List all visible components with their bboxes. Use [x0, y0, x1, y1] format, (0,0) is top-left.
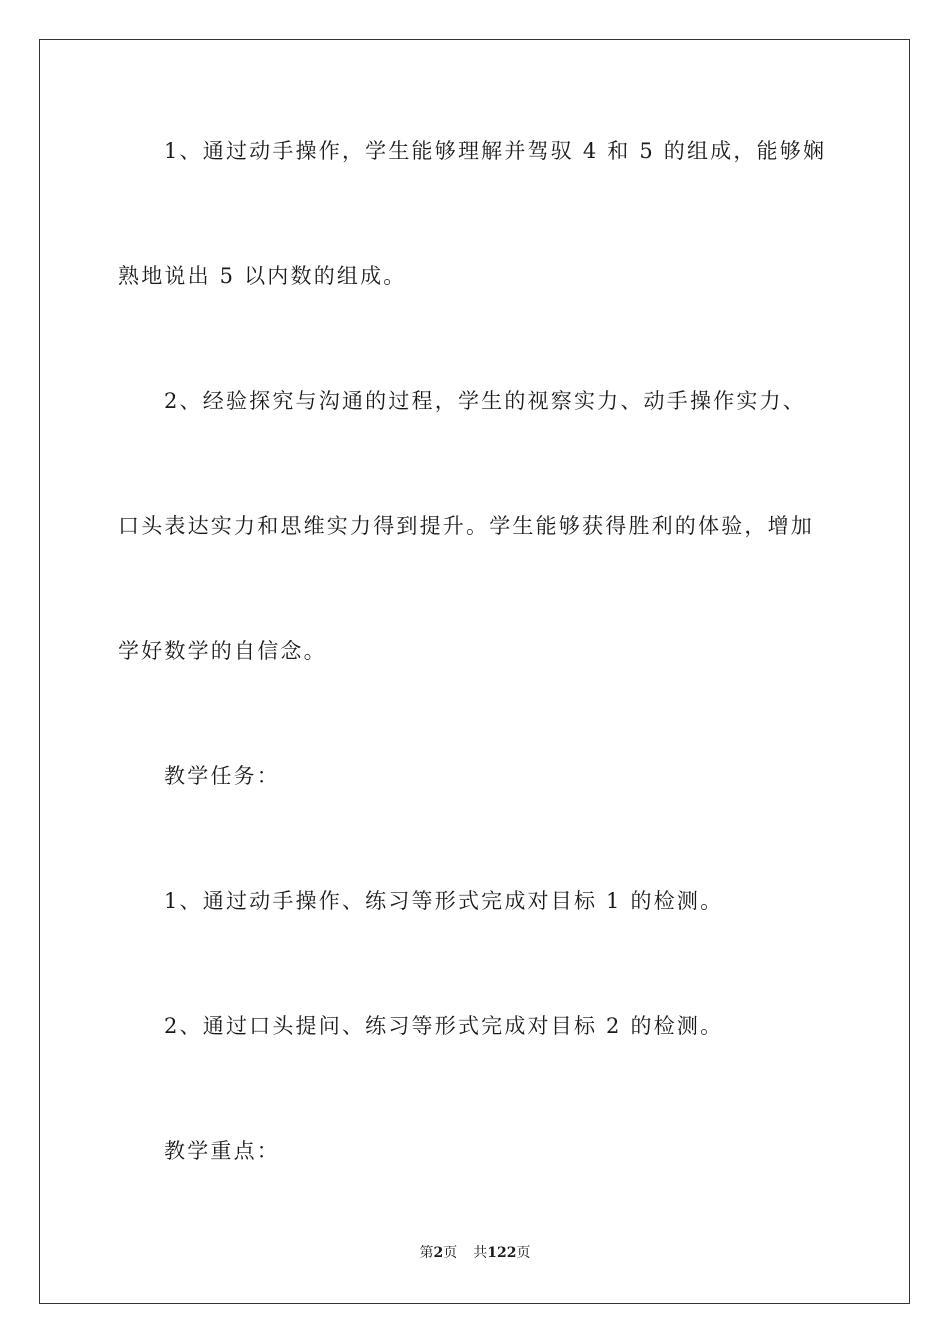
- objective-1-line-1: 1、通过动手操作，学生能够理解并驾驭 4 和 5 的组成，能够娴: [164, 139, 827, 163]
- teaching-tasks-heading: 教学任务：: [164, 764, 280, 788]
- task-1-line: 1、通过动手操作、练习等形式完成对目标 1 的检测。: [164, 889, 724, 913]
- objective-2-line-3: 学好数学的自信念。: [118, 639, 327, 663]
- footer-total-prefix: 共: [473, 1245, 488, 1261]
- footer-total-suffix: 页: [516, 1245, 531, 1261]
- objective-1-line-2: 熟地说出 5 以内数的组成。: [118, 264, 407, 288]
- task-2-line: 2、通过口头提问、练习等形式完成对目标 2 的检测。: [164, 1014, 724, 1038]
- footer-page-prefix: 第: [419, 1245, 434, 1261]
- objective-2-line-2: 口头表达实力和思维实力得到提升。学生能够获得胜利的体验，增加: [118, 514, 814, 538]
- page-footer: [0, 1244, 950, 1262]
- footer-total-pages: 122: [487, 1245, 517, 1261]
- page-border: [39, 39, 910, 1304]
- footer-page-number: 2: [433, 1245, 444, 1261]
- teaching-focus-heading: 教学重点：: [164, 1139, 280, 1163]
- footer-page-suffix: 页: [443, 1245, 458, 1261]
- objective-2-line-1: 2、经验探究与沟通的过程，学生的视察实力、动手操作实力、: [164, 389, 806, 413]
